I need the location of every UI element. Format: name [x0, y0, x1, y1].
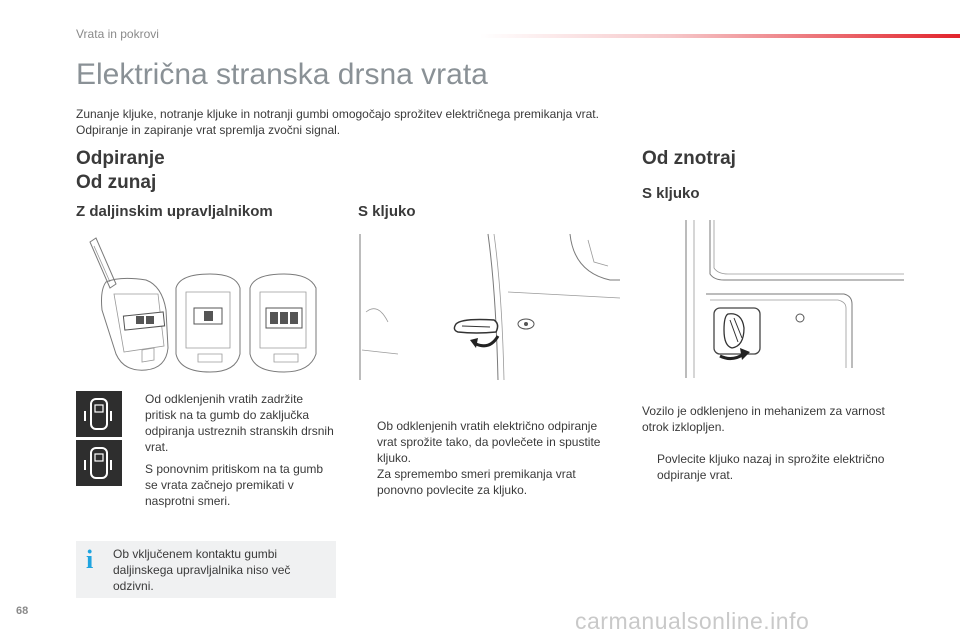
- heading-opening: Odpiranje: [76, 148, 165, 169]
- remote-keys-illustration: [80, 230, 340, 380]
- list-item: [130, 391, 335, 455]
- heading-from-inside: Od znotraj: [642, 148, 736, 169]
- subheading-with-handle: S kljuko: [358, 203, 416, 220]
- list-item: [362, 418, 617, 466]
- bullet-text: Od odklenjenih vratih zadržite pritisk na ta gumb do zaključka odpiranja ustreznih stranskih drsnih vrat.: [145, 392, 334, 454]
- bullet-text: Za spremembo smeri premikanja vrat ponovno povlecite za kljuko.: [377, 467, 576, 497]
- bullet-mark: [362, 466, 377, 498]
- list-item: [362, 466, 617, 498]
- bullet-mark: [130, 391, 145, 455]
- bullet-text: Povlecite kljuko nazaj in sprožite električno odpiranje vrat.: [657, 452, 885, 482]
- bullet-text: Ob odklenjenih vratih električno odpiranje vrat sprožite tako, da povlečete in spustite kljuko.: [377, 419, 601, 465]
- intro-text: [76, 106, 636, 138]
- exterior-door-handle-illustration: [358, 232, 620, 382]
- subheading-inside-handle: S kljuko: [642, 185, 700, 202]
- info-icon: i: [86, 545, 94, 574]
- interior-info-paragraph: Vozilo je odklenjeno in mehanizem za varnost otrok izklopljen.: [642, 404, 885, 434]
- subheading-remote: Z daljinskim upravljalnikom: [76, 203, 273, 220]
- header-accent-bar: [480, 34, 960, 38]
- list-item: [130, 461, 335, 509]
- interior-door-handle-illustration: [684, 218, 906, 378]
- bullet-mark: [642, 451, 657, 483]
- list-item: [642, 451, 902, 483]
- bullet-mark: [130, 461, 145, 509]
- section-label: Vrata in pokrovi: [76, 27, 159, 41]
- info-note-text: Ob vključenem kontaktu gumbi daljinskega upravljalnika niso več odzivni.: [113, 547, 291, 593]
- sliding-door-button-icon: [76, 391, 122, 437]
- bullet-text: S ponovnim pritiskom na ta gumb se vrata začnejo premikati v nasprotni smeri.: [145, 462, 324, 508]
- intro-line-2: Odpiranje in zapiranje vrat spremlja zvočni signal.: [76, 123, 341, 137]
- intro-line-1: Zunanje kljuke, notranje kljuke in notranji gumbi omogočajo sprožitev električnega premikanja vrat.: [76, 107, 599, 121]
- heading-from-outside: Od zunaj: [76, 172, 157, 193]
- watermark: carmanualsonline.info: [575, 608, 810, 634]
- page-title: Električna stranska drsna vrata: [76, 58, 488, 91]
- page-number: 68: [16, 605, 29, 617]
- bullet-mark: [362, 418, 377, 466]
- sliding-door-button-icon: [76, 440, 122, 486]
